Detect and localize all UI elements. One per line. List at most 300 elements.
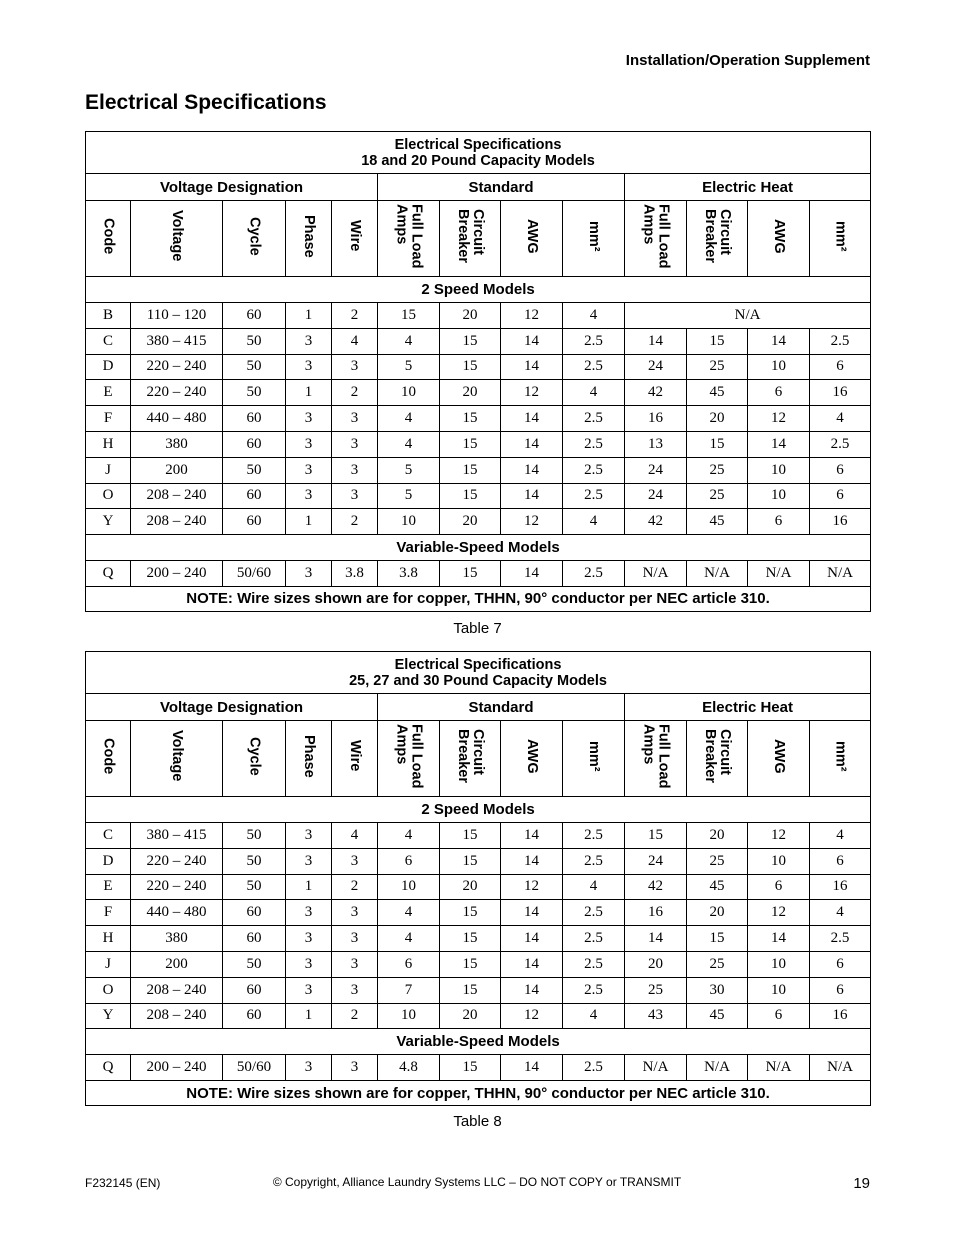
- column-header-cycle: Cycle: [223, 721, 286, 797]
- table-cell: 6: [810, 483, 871, 509]
- table-cell: 3: [332, 926, 378, 952]
- table-cell: 1: [286, 509, 332, 535]
- table-cell: E: [86, 380, 131, 406]
- table-cell: 14: [625, 328, 687, 354]
- table-cell: 12: [748, 900, 810, 926]
- spec-table-18-20-lb: [85, 131, 871, 612]
- table-cell: 45: [687, 380, 748, 406]
- column-header-heat-awg: AWG: [748, 721, 810, 797]
- table-cell: 3: [332, 951, 378, 977]
- table-cell: 3: [286, 1055, 332, 1081]
- table-cell: 20: [687, 406, 748, 432]
- table-cell: 4: [378, 900, 440, 926]
- table-cell: 15: [440, 823, 501, 849]
- column-header-heat-full-load-amps: Full Load Amps: [625, 201, 687, 277]
- table-caption: Table 7: [453, 620, 502, 637]
- table-cell: 2: [332, 874, 378, 900]
- table-cell: 60: [223, 431, 286, 457]
- table-cell: 2.5: [563, 926, 625, 952]
- table-cell: 2: [332, 303, 378, 329]
- table-cell: O: [86, 977, 131, 1003]
- table-cell: 20: [440, 509, 501, 535]
- table-cell: 3: [332, 406, 378, 432]
- table-cell: 15: [687, 328, 748, 354]
- table-cell: 43: [625, 1003, 687, 1029]
- table-cell: 4.8: [378, 1055, 440, 1081]
- table-cell: 440 – 480: [131, 406, 223, 432]
- table-cell: 6: [748, 509, 810, 535]
- table-cell: 10: [378, 874, 440, 900]
- table-cell: 2.5: [563, 354, 625, 380]
- column-header-row: [86, 201, 871, 277]
- table-cell: 2.5: [563, 1055, 625, 1081]
- column-header-heat-circuit-breaker: Circuit Breaker: [687, 201, 748, 277]
- table-cell: 15: [440, 406, 501, 432]
- table-cell: F: [86, 900, 131, 926]
- table-cell: 50: [223, 380, 286, 406]
- table-cell: 1: [286, 380, 332, 406]
- column-header-standard-circuit-breaker: Circuit Breaker: [440, 201, 501, 277]
- table-cell: D: [86, 354, 131, 380]
- table-cell: 4: [563, 380, 625, 406]
- table-cell: 4: [332, 328, 378, 354]
- table-cell: 10: [748, 951, 810, 977]
- table-cell: N/A: [625, 1055, 687, 1081]
- table-note: NOTE: Wire sizes shown are for copper, THHN, 90° conductor per NEC article 310.: [86, 1081, 871, 1106]
- table-cell: 15: [687, 431, 748, 457]
- table-cell: 10: [378, 380, 440, 406]
- group-header-voltage-designation: Voltage Designation: [86, 174, 378, 201]
- table-cell: 60: [223, 509, 286, 535]
- column-header-phase: Phase: [286, 721, 332, 797]
- column-header-heat-mm2: mm²: [810, 201, 871, 277]
- table-cell: 15: [440, 926, 501, 952]
- table-cell: 6: [810, 457, 871, 483]
- table-cell: 200 – 240: [131, 561, 223, 587]
- column-header-standard-awg: AWG: [501, 201, 563, 277]
- table-note: NOTE: Wire sizes shown are for copper, THHN, 90° conductor per NEC article 310.: [86, 586, 871, 611]
- table-cell: N/A: [748, 561, 810, 587]
- table-cell: 6: [378, 951, 440, 977]
- table-cell: 24: [625, 483, 687, 509]
- table-cell: 3: [332, 431, 378, 457]
- table-cell: 14: [501, 848, 563, 874]
- table-row: [86, 406, 871, 432]
- table-cell: 4: [563, 303, 625, 329]
- table-cell: 3.8: [332, 561, 378, 587]
- table-cell: 5: [378, 354, 440, 380]
- table-cell: 200: [131, 457, 223, 483]
- table-cell: 14: [501, 354, 563, 380]
- table-cell: N/A: [748, 1055, 810, 1081]
- table-cell: 6: [378, 848, 440, 874]
- table-cell: 50: [223, 354, 286, 380]
- table-cell: 50: [223, 874, 286, 900]
- table-cell: 12: [501, 874, 563, 900]
- table-title: Electrical Specifications 18 and 20 Pound Capacity Models: [86, 132, 871, 174]
- table-cell: 15: [378, 303, 440, 329]
- table-cell: 208 – 240: [131, 977, 223, 1003]
- table-cell: 14: [501, 406, 563, 432]
- column-header-standard-full-load-amps: Full Load Amps: [378, 721, 440, 797]
- table-title: Electrical Specifications 25, 27 and 30 Pound Capacity Models: [86, 652, 871, 694]
- table-cell: 60: [223, 406, 286, 432]
- group-header-electric-heat: Electric Heat: [625, 174, 871, 201]
- table-cell: N/A: [810, 561, 871, 587]
- table-cell: 3: [286, 951, 332, 977]
- table-cell: 10: [748, 354, 810, 380]
- page-title: Electrical Specifications: [85, 91, 327, 114]
- table-cell: 20: [687, 823, 748, 849]
- table-cell: 42: [625, 380, 687, 406]
- table-cell: J: [86, 457, 131, 483]
- table-cell: Q: [86, 561, 131, 587]
- table-cell: 3: [286, 823, 332, 849]
- table-cell: 10: [378, 1003, 440, 1029]
- table-cell: 200 – 240: [131, 1055, 223, 1081]
- spec-table-25-27-30-lb: [85, 651, 871, 1106]
- table-cell: 14: [501, 926, 563, 952]
- table-cell: 4: [810, 406, 871, 432]
- table-cell: J: [86, 951, 131, 977]
- table-cell: 2.5: [563, 848, 625, 874]
- group-header-standard: Standard: [378, 174, 625, 201]
- table-cell: 3: [286, 977, 332, 1003]
- table-cell: 2.5: [563, 977, 625, 1003]
- table-cell: 15: [440, 431, 501, 457]
- table-cell: 4: [378, 406, 440, 432]
- table-cell: 6: [810, 951, 871, 977]
- table-row: [86, 977, 871, 1003]
- table-cell: 10: [748, 483, 810, 509]
- table-cell: 1: [286, 1003, 332, 1029]
- table-cell: 14: [501, 457, 563, 483]
- table-cell: 42: [625, 874, 687, 900]
- table-cell: N/A: [625, 561, 687, 587]
- table-cell: 15: [687, 926, 748, 952]
- table-cell: 12: [501, 1003, 563, 1029]
- table-cell: 4: [378, 328, 440, 354]
- table-cell: Q: [86, 1055, 131, 1081]
- column-header-wire: Wire: [332, 721, 378, 797]
- table-cell: F: [86, 406, 131, 432]
- table-cell: 15: [440, 561, 501, 587]
- table-cell: 14: [501, 1055, 563, 1081]
- table-row: [86, 328, 871, 354]
- table-cell: 3: [286, 900, 332, 926]
- column-header-wire: Wire: [332, 201, 378, 277]
- table-cell: 14: [625, 926, 687, 952]
- table-cell: 20: [625, 951, 687, 977]
- table-cell: Y: [86, 1003, 131, 1029]
- table-cell: 208 – 240: [131, 1003, 223, 1029]
- table-cell: 30: [687, 977, 748, 1003]
- group-header-voltage-designation: Voltage Designation: [86, 694, 378, 721]
- table-row: [86, 951, 871, 977]
- table-cell: 13: [625, 431, 687, 457]
- table-cell: 16: [810, 874, 871, 900]
- column-header-heat-awg: AWG: [748, 201, 810, 277]
- column-header-voltage: Voltage: [131, 721, 223, 797]
- table-cell: 12: [748, 406, 810, 432]
- table-cell: 50/60: [223, 1055, 286, 1081]
- table-cell: 2.5: [563, 951, 625, 977]
- table-cell: 4: [563, 1003, 625, 1029]
- table-row: [86, 1003, 871, 1029]
- table-cell: 50: [223, 823, 286, 849]
- table-cell: 3: [332, 1055, 378, 1081]
- table-cell: N/A: [810, 1055, 871, 1081]
- table-cell: 14: [501, 977, 563, 1003]
- table-cell: 12: [501, 509, 563, 535]
- section-header-2-speed: 2 Speed Models: [86, 277, 871, 303]
- table-cell: 45: [687, 874, 748, 900]
- table-cell: 14: [501, 431, 563, 457]
- column-header-code: Code: [86, 201, 131, 277]
- table-cell: 60: [223, 926, 286, 952]
- table-cell: 3: [286, 561, 332, 587]
- table-cell: 3: [286, 457, 332, 483]
- table-cell: 25: [625, 977, 687, 1003]
- table-cell: 25: [687, 951, 748, 977]
- table-cell: 25: [687, 457, 748, 483]
- table-cell: 15: [440, 354, 501, 380]
- table-cell: 50: [223, 951, 286, 977]
- section-header-variable-speed: Variable-Speed Models: [86, 1029, 871, 1055]
- table-cell: 14: [501, 951, 563, 977]
- table-cell: 25: [687, 354, 748, 380]
- table-cell: 3: [286, 483, 332, 509]
- table-cell: 50/60: [223, 561, 286, 587]
- table-cell: 4: [563, 874, 625, 900]
- table-cell: C: [86, 823, 131, 849]
- table-cell: 15: [440, 900, 501, 926]
- table-cell: 42: [625, 509, 687, 535]
- table-cell: 5: [378, 483, 440, 509]
- table-cell: 45: [687, 509, 748, 535]
- table-cell: 20: [440, 303, 501, 329]
- table-cell: 12: [748, 823, 810, 849]
- table-cell: 10: [748, 848, 810, 874]
- table-cell: 2.5: [563, 900, 625, 926]
- table-cell: 4: [378, 926, 440, 952]
- column-header-heat-mm2: mm²: [810, 721, 871, 797]
- column-header-standard-full-load-amps: Full Load Amps: [378, 201, 440, 277]
- table-cell: 15: [440, 848, 501, 874]
- table-cell: 2.5: [563, 431, 625, 457]
- table-cell: 3: [332, 354, 378, 380]
- table-row: [86, 483, 871, 509]
- table-cell: 60: [223, 900, 286, 926]
- table-row: [86, 431, 871, 457]
- table-cell: 3: [286, 328, 332, 354]
- table-cell: 24: [625, 848, 687, 874]
- table-cell: O: [86, 483, 131, 509]
- table-cell: 14: [501, 483, 563, 509]
- table-cell: 16: [625, 900, 687, 926]
- table-row: [86, 303, 871, 329]
- table-cell: 14: [748, 328, 810, 354]
- table-cell: 5: [378, 457, 440, 483]
- column-header-row: [86, 721, 871, 797]
- table-cell: 2.5: [563, 457, 625, 483]
- table-cell: 2: [332, 1003, 378, 1029]
- table-cell: 4: [332, 823, 378, 849]
- footer-page-number: 19: [853, 1175, 870, 1192]
- table-row: [86, 823, 871, 849]
- table-cell: 6: [748, 874, 810, 900]
- table-cell: 60: [223, 303, 286, 329]
- table-cell: 3: [286, 354, 332, 380]
- table-cell: 50: [223, 457, 286, 483]
- table-row: [86, 380, 871, 406]
- table-cell: 12: [501, 303, 563, 329]
- table-cell: 16: [810, 380, 871, 406]
- table-row: [86, 900, 871, 926]
- table-cell: 3: [332, 848, 378, 874]
- table-cell: 10: [378, 509, 440, 535]
- table-cell: 1: [286, 303, 332, 329]
- column-header-standard-circuit-breaker: Circuit Breaker: [440, 721, 501, 797]
- table-cell: 200: [131, 951, 223, 977]
- table-cell: 6: [810, 977, 871, 1003]
- table-cell: 15: [440, 1055, 501, 1081]
- table-cell: 380: [131, 431, 223, 457]
- table-cell: 380: [131, 926, 223, 952]
- table-cell: 110 – 120: [131, 303, 223, 329]
- section-header-2-speed: 2 Speed Models: [86, 797, 871, 823]
- table-row: [86, 848, 871, 874]
- table-cell: 220 – 240: [131, 874, 223, 900]
- table-cell: C: [86, 328, 131, 354]
- table-cell: 3: [286, 431, 332, 457]
- table-cell: 15: [440, 483, 501, 509]
- table-cell: 7: [378, 977, 440, 1003]
- table-cell: 14: [501, 561, 563, 587]
- table-cell: 20: [687, 900, 748, 926]
- table-row: [86, 354, 871, 380]
- table-cell: 20: [440, 380, 501, 406]
- table-cell: 12: [501, 380, 563, 406]
- table-cell: 3: [286, 848, 332, 874]
- table-cell: 4: [378, 823, 440, 849]
- table-cell: 25: [687, 483, 748, 509]
- table-cell: 2.5: [563, 406, 625, 432]
- table-cell: 50: [223, 328, 286, 354]
- table-cell: 45: [687, 1003, 748, 1029]
- table-cell: 2.5: [563, 483, 625, 509]
- table-cell: 2.5: [563, 328, 625, 354]
- table-cell: 16: [810, 509, 871, 535]
- table-cell: 380 – 415: [131, 823, 223, 849]
- table-cell: 6: [748, 380, 810, 406]
- column-header-heat-circuit-breaker: Circuit Breaker: [687, 721, 748, 797]
- table-cell: 6: [810, 848, 871, 874]
- table-cell: 3: [332, 457, 378, 483]
- table-row: [86, 1055, 871, 1081]
- table-cell: 20: [440, 874, 501, 900]
- column-header-standard-mm2: mm²: [563, 721, 625, 797]
- section-header-variable-speed: Variable-Speed Models: [86, 535, 871, 561]
- table-cell: 24: [625, 457, 687, 483]
- table-cell: D: [86, 848, 131, 874]
- table-cell: 14: [501, 328, 563, 354]
- table-cell: 25: [687, 848, 748, 874]
- table-cell: 2.5: [563, 561, 625, 587]
- table-cell: N/A: [687, 1055, 748, 1081]
- table-cell: 4: [378, 431, 440, 457]
- table-cell: 60: [223, 977, 286, 1003]
- table-cell: 2: [332, 509, 378, 535]
- table-row: [86, 457, 871, 483]
- table-cell: Y: [86, 509, 131, 535]
- table-cell: 2.5: [810, 926, 871, 952]
- table-cell: 2: [332, 380, 378, 406]
- table-cell: 2.5: [810, 328, 871, 354]
- table-row: [86, 561, 871, 587]
- table-cell: H: [86, 431, 131, 457]
- column-header-voltage: Voltage: [131, 201, 223, 277]
- table-cell: 4: [810, 900, 871, 926]
- running-header: Installation/Operation Supplement: [625, 52, 870, 69]
- table-cell: 16: [810, 1003, 871, 1029]
- table-cell: 15: [625, 823, 687, 849]
- table-cell: 4: [810, 823, 871, 849]
- table-cell: 220 – 240: [131, 380, 223, 406]
- table-cell: 10: [748, 457, 810, 483]
- table-cell: 3: [332, 977, 378, 1003]
- table-cell: 6: [748, 1003, 810, 1029]
- table-cell: 3: [332, 900, 378, 926]
- table-row: [86, 874, 871, 900]
- table-cell: 14: [501, 900, 563, 926]
- table-cell: E: [86, 874, 131, 900]
- column-header-phase: Phase: [286, 201, 332, 277]
- table-cell: 220 – 240: [131, 354, 223, 380]
- column-header-standard-awg: AWG: [501, 721, 563, 797]
- table-cell: 15: [440, 977, 501, 1003]
- footer-copyright: © Copyright, Alliance Laundry Systems LLC – DO NOT COPY or TRANSMIT: [272, 1175, 682, 1189]
- table-cell: 220 – 240: [131, 848, 223, 874]
- group-header-standard: Standard: [378, 694, 625, 721]
- table-cell: 20: [440, 1003, 501, 1029]
- table-row: [86, 926, 871, 952]
- table-cell: 14: [501, 823, 563, 849]
- table-cell: 24: [625, 354, 687, 380]
- table-cell: 15: [440, 951, 501, 977]
- table-cell: 440 – 480: [131, 900, 223, 926]
- table-row: [86, 509, 871, 535]
- table-caption: Table 8: [453, 1113, 502, 1130]
- table-cell: 3.8: [378, 561, 440, 587]
- table-cell: 2.5: [563, 823, 625, 849]
- column-header-code: Code: [86, 721, 131, 797]
- table-cell: 60: [223, 483, 286, 509]
- table-cell: 380 – 415: [131, 328, 223, 354]
- column-header-standard-mm2: mm²: [563, 201, 625, 277]
- table-cell: H: [86, 926, 131, 952]
- group-header-electric-heat: Electric Heat: [625, 694, 871, 721]
- table-cell: 3: [332, 483, 378, 509]
- table-cell: 4: [563, 509, 625, 535]
- table-cell: 3: [286, 926, 332, 952]
- table-cell: 208 – 240: [131, 509, 223, 535]
- table-cell: 60: [223, 1003, 286, 1029]
- table-cell: 208 – 240: [131, 483, 223, 509]
- table-cell: 2.5: [810, 431, 871, 457]
- table-cell: B: [86, 303, 131, 329]
- table-cell: 15: [440, 457, 501, 483]
